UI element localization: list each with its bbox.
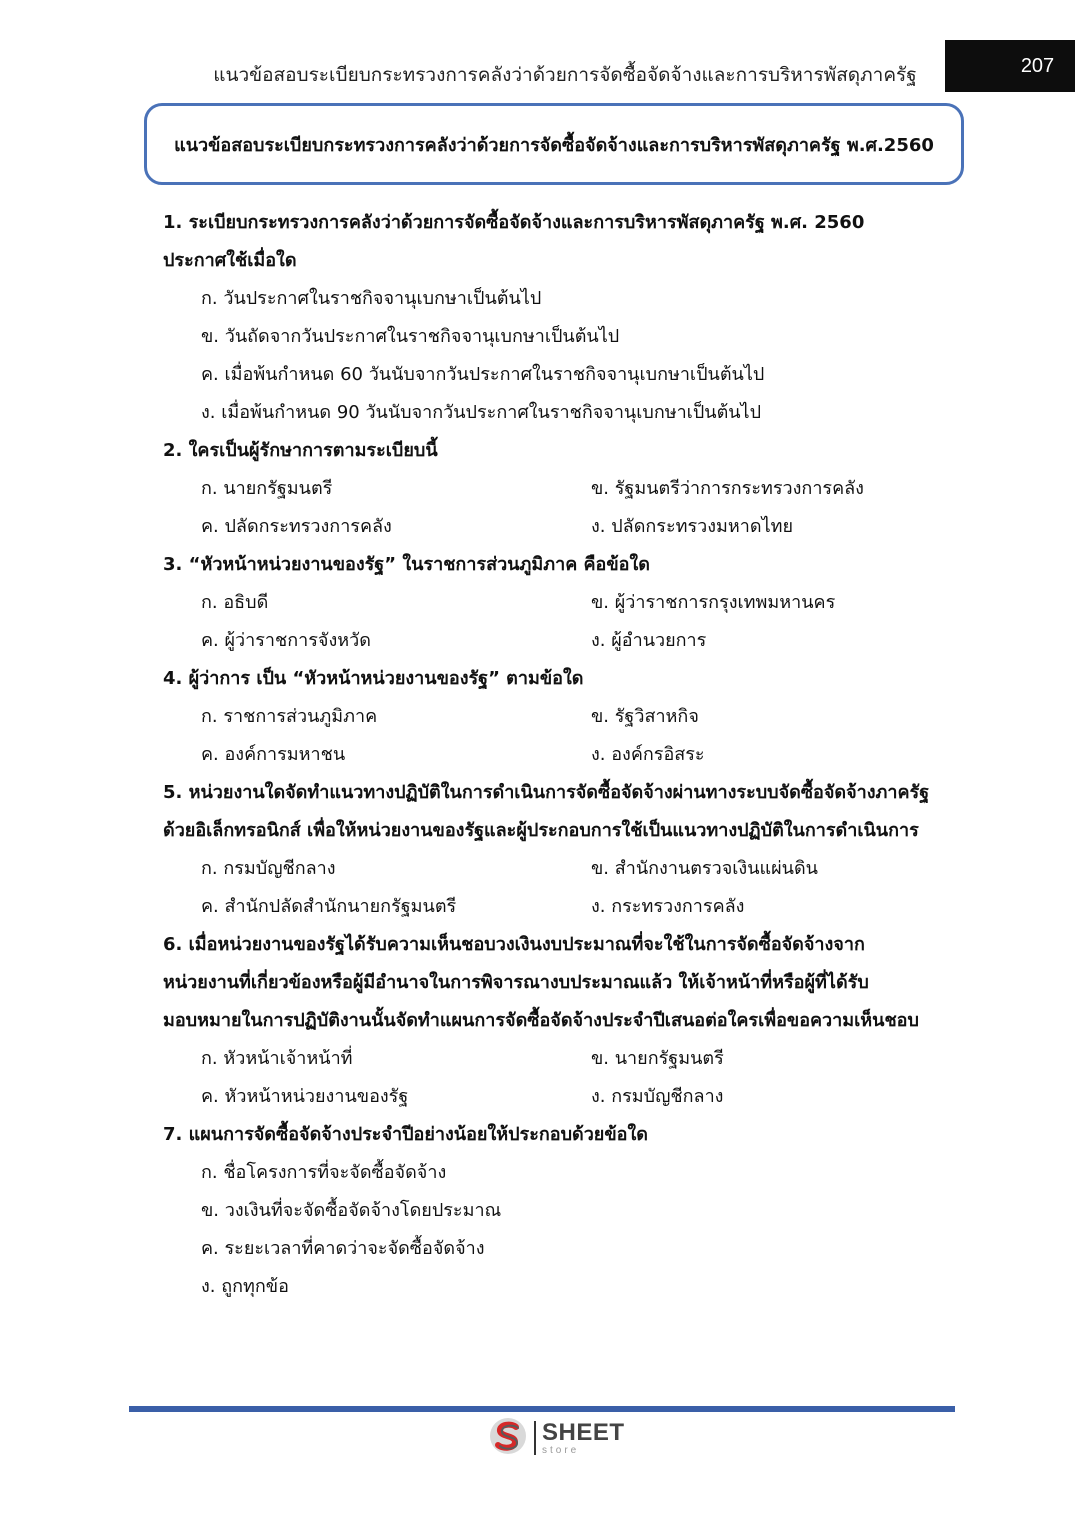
question-3-option-c: ค. ผู้ว่าราชการจังหวัด (201, 630, 371, 651)
question-4-option-a: ก. ราชการส่วนภูมิภาค (201, 706, 378, 727)
question-3-text: 3. “หัวหน้าหน่วยงานของรัฐ” ในราชการส่วนภูมิภาค คือข้อใด (163, 554, 650, 575)
question-5-option-b: ข. สำนักงานตรวจเงินแผ่นดิน (591, 858, 818, 879)
question-5-option-c: ค. สำนักปลัดสำนักนายกรัฐมนตรี (201, 896, 457, 917)
question-6-text-cont-1: หน่วยงานที่เกี่ยวข้องหรือผู้มีอำนาจในการพิจารณางบประมาณแล้ว ให้เจ้าหน้าที่หรือผู้ที่ได้รับ (163, 972, 869, 993)
question-4-option-d: ง. องค์กรอิสระ (591, 744, 705, 765)
question-4-options-row-2 (163, 736, 953, 774)
question-list (163, 204, 953, 1306)
question-3-option-a: ก. อธิบดี (201, 592, 269, 613)
question-1-option-c: ค. เมื่อพ้นกำหนด 60 วันนับจากวันประกาศในราชกิจจานุเบกษาเป็นต้นไป (201, 364, 765, 385)
question-4-text: 4. ผู้ว่าการ เป็น “หัวหน้าหน่วยงานของรัฐ” ตามข้อใด (163, 668, 584, 689)
question-2-options-row-1 (163, 470, 953, 508)
logo-sub-text: store (542, 1444, 580, 1456)
question-4-option-b: ข. รัฐวิสาหกิจ (591, 706, 699, 727)
question-6-option-d: ง. กรมบัญชีกลาง (591, 1086, 724, 1107)
document-title: แนวข้อสอบระเบียบกระทรวงการคลังว่าด้วยการจัดซื้อจัดจ้างและการบริหารพัสดุภาครัฐ พ.ศ.2560 (174, 134, 934, 156)
question-5-options-row-1 (163, 850, 953, 888)
question-2-option-d: ง. ปลัดกระทรวงมหาดไทย (591, 516, 794, 537)
document-title-box (144, 103, 964, 185)
question-1-option-b: ข. วันถัดจากวันประกาศในราชกิจจานุเบกษาเป็นต้นไป (201, 326, 620, 347)
question-1-option-a: ก. วันประกาศในราชกิจจานุเบกษาเป็นต้นไป (201, 288, 542, 309)
question-6-options-row-2 (163, 1078, 953, 1116)
question-5-option-d: ง. กระทรวงการคลัง (591, 896, 745, 917)
question-6-text-cont-2: มอบหมายในการปฏิบัติงานนั้นจัดทำแผนการจัดซื้อจัดจ้างประจำปีเสนอต่อใครเพื่อขอความเห็นชอบ (163, 1010, 919, 1031)
question-2-options-row-2 (163, 508, 953, 546)
question-5-option-a: ก. กรมบัญชีกลาง (201, 858, 336, 879)
footer-rule (129, 1406, 955, 1412)
page-number: 207 (945, 40, 1075, 92)
logo-separator (534, 1421, 536, 1455)
question-6-text: 6. เมื่อหน่วยงานของรัฐได้รับความเห็นชอบวงเงินงบประมาณที่จะใช้ในการจัดซื้อจัดจ้างจาก (163, 934, 865, 955)
question-2-option-b: ข. รัฐมนตรีว่าการกระทรวงการคลัง (591, 478, 864, 499)
question-3-option-b: ข. ผู้ว่าราชการกรุงเทพมหานคร (591, 592, 836, 613)
question-4-options-row-1 (163, 698, 953, 736)
running-header: แนวข้อสอบระเบียบกระทรวงการคลังว่าด้วยการจัดซื้อจัดจ้างและการบริหารพัสดุภาครัฐ (213, 64, 917, 86)
question-1-text: 1. ระเบียบกระทรวงการคลังว่าด้วยการจัดซื้อจัดจ้างและการบริหารพัสดุภาครัฐ พ.ศ. 2560 (163, 212, 865, 233)
question-7-option-b: ข. วงเงินที่จะจัดซื้อจัดจ้างโดยประมาณ (201, 1200, 502, 1221)
question-5-text-cont: ด้วยอิเล็กทรอนิกส์ เพื่อให้หน่วยงานของรัฐและผู้ประกอบการใช้เป็นแนวทางปฏิบัติในการดำเนินการ (163, 820, 919, 841)
question-3-options-row-1 (163, 584, 953, 622)
question-2-option-c: ค. ปลัดกระทรวงการคลัง (201, 516, 392, 537)
question-5-text: 5. หน่วยงานใดจัดทำแนวทางปฏิบัติในการดำเนินการจัดซื้อจัดจ้างผ่านทางระบบจัดซื้อจัดจ้างภาครัฐ (163, 782, 930, 803)
question-7-option-a: ก. ชื่อโครงการที่จะจัดซื้อจัดจ้าง (201, 1162, 447, 1183)
question-3-option-d: ง. ผู้อำนวยการ (591, 630, 707, 651)
logo-wordmark (542, 1418, 625, 1456)
question-1-text-cont: ประกาศใช้เมื่อใด (163, 250, 297, 271)
question-5-options-row-2 (163, 888, 953, 926)
question-6-options-row-1 (163, 1040, 953, 1078)
logo-main-text: SHEET (542, 1418, 625, 1446)
question-3-options-row-2 (163, 622, 953, 660)
question-6-option-c: ค. หัวหน้าหน่วยงานของรัฐ (201, 1086, 409, 1107)
question-2-text: 2. ใครเป็นผู้รักษาการตามระเบียบนี้ (163, 440, 438, 461)
question-1-option-d: ง. เมื่อพ้นกำหนด 90 วันนับจากวันประกาศในราชกิจจานุเบกษาเป็นต้นไป (201, 402, 762, 423)
question-4-option-c: ค. องค์การมหาชน (201, 744, 346, 765)
question-6-option-a: ก. หัวหน้าเจ้าหน้าที่ (201, 1048, 353, 1069)
question-2-option-a: ก. นายกรัฐมนตรี (201, 478, 333, 499)
question-7-option-d: ง. ถูกทุกข้อ (201, 1276, 289, 1297)
question-6-option-b: ข. นายกรัฐมนตรี (591, 1048, 724, 1069)
sheet-store-logo (488, 1416, 625, 1460)
question-7-option-c: ค. ระยะเวลาที่คาดว่าจะจัดซื้อจัดจ้าง (201, 1238, 485, 1259)
question-7-text: 7. แผนการจัดซื้อจัดจ้างประจำปีอย่างน้อยให้ประกอบด้วยข้อใด (163, 1124, 648, 1145)
sheet-store-s-icon (488, 1416, 528, 1460)
